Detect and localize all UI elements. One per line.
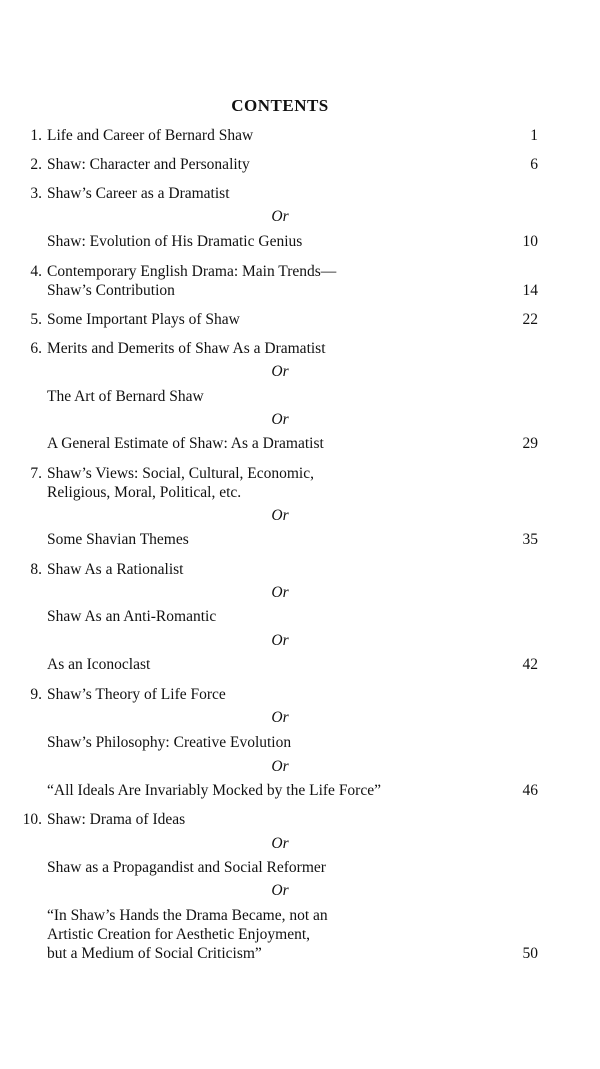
or-separator: Or xyxy=(271,882,289,899)
entry-title: “In Shaw’s Hands the Drama Became, not an xyxy=(47,907,328,924)
entry-page: 10 xyxy=(522,233,538,250)
entry-page: 22 xyxy=(522,311,538,328)
entry-number: 9. xyxy=(30,686,42,703)
page-title: CONTENTS xyxy=(231,96,329,115)
entry-page: 50 xyxy=(522,945,538,962)
or-separator: Or xyxy=(271,584,289,601)
entry-title: Shaw As an Anti-Romantic xyxy=(47,608,217,625)
entry-title: A General Estimate of Shaw: As a Dramatist xyxy=(47,435,324,452)
entry-title: Life and Career of Bernard Shaw xyxy=(47,127,254,144)
entry-title: Shaw’s Career as a Dramatist xyxy=(47,185,230,202)
entry-title: The Art of Bernard Shaw xyxy=(47,388,204,405)
or-separator: Or xyxy=(271,709,289,726)
or-separator: Or xyxy=(271,411,289,428)
entry-title: Shaw: Character and Personality xyxy=(47,156,250,173)
entry-title: Shaw as a Propagandist and Social Reformer xyxy=(47,859,326,876)
entry-title: Shaw’s Views: Social, Cultural, Economic, xyxy=(47,465,314,482)
or-separator: Or xyxy=(271,507,289,524)
entry-page: 14 xyxy=(522,282,538,299)
or-separator: Or xyxy=(271,208,289,225)
or-separator: Or xyxy=(271,632,289,649)
entry-page: 42 xyxy=(522,656,538,673)
entry-title: Shaw’s Philosophy: Creative Evolution xyxy=(47,734,292,751)
entry-title: Contemporary English Drama: Main Trends— xyxy=(47,263,337,280)
entry-number: 6. xyxy=(30,340,42,357)
entry-number: 4. xyxy=(30,263,42,280)
entry-title: Shaw: Drama of Ideas xyxy=(47,811,186,828)
entry-title: Shaw’s Theory of Life Force xyxy=(47,686,226,703)
entry-title-continuation: Shaw’s Contribution xyxy=(47,282,175,299)
entry-title: “All Ideals Are Invariably Mocked by the Life Force” xyxy=(47,782,381,799)
entry-number: 8. xyxy=(30,561,42,578)
entry-title: As an Iconoclast xyxy=(47,656,151,673)
entry-title-continuation: but a Medium of Social Criticism” xyxy=(47,945,262,962)
entry-number: 10. xyxy=(22,811,42,828)
or-separator: Or xyxy=(271,835,289,852)
entry-number: 3. xyxy=(30,185,42,202)
entry-title: Shaw As a Rationalist xyxy=(47,561,184,578)
entry-title-continuation: Religious, Moral, Political, etc. xyxy=(47,484,242,501)
entry-title-continuation: Artistic Creation for Aesthetic Enjoyment, xyxy=(47,926,311,943)
entry-page: 6 xyxy=(530,156,538,173)
entry-number: 7. xyxy=(30,465,42,482)
entry-title: Merits and Demerits of Shaw As a Dramatist xyxy=(47,340,326,357)
entry-number: 5. xyxy=(30,311,42,328)
entry-number: 2. xyxy=(30,156,42,173)
entry-title: Some Important Plays of Shaw xyxy=(47,311,240,328)
or-separator: Or xyxy=(271,363,289,380)
entry-title: Shaw: Evolution of His Dramatic Genius xyxy=(47,233,303,250)
entry-page: 35 xyxy=(522,531,538,548)
or-separator: Or xyxy=(271,758,289,775)
entry-number: 1. xyxy=(30,127,42,144)
entry-page: 46 xyxy=(522,782,538,799)
entry-page: 1 xyxy=(530,127,538,144)
entry-title: Some Shavian Themes xyxy=(47,531,189,548)
entry-page: 29 xyxy=(522,435,538,452)
